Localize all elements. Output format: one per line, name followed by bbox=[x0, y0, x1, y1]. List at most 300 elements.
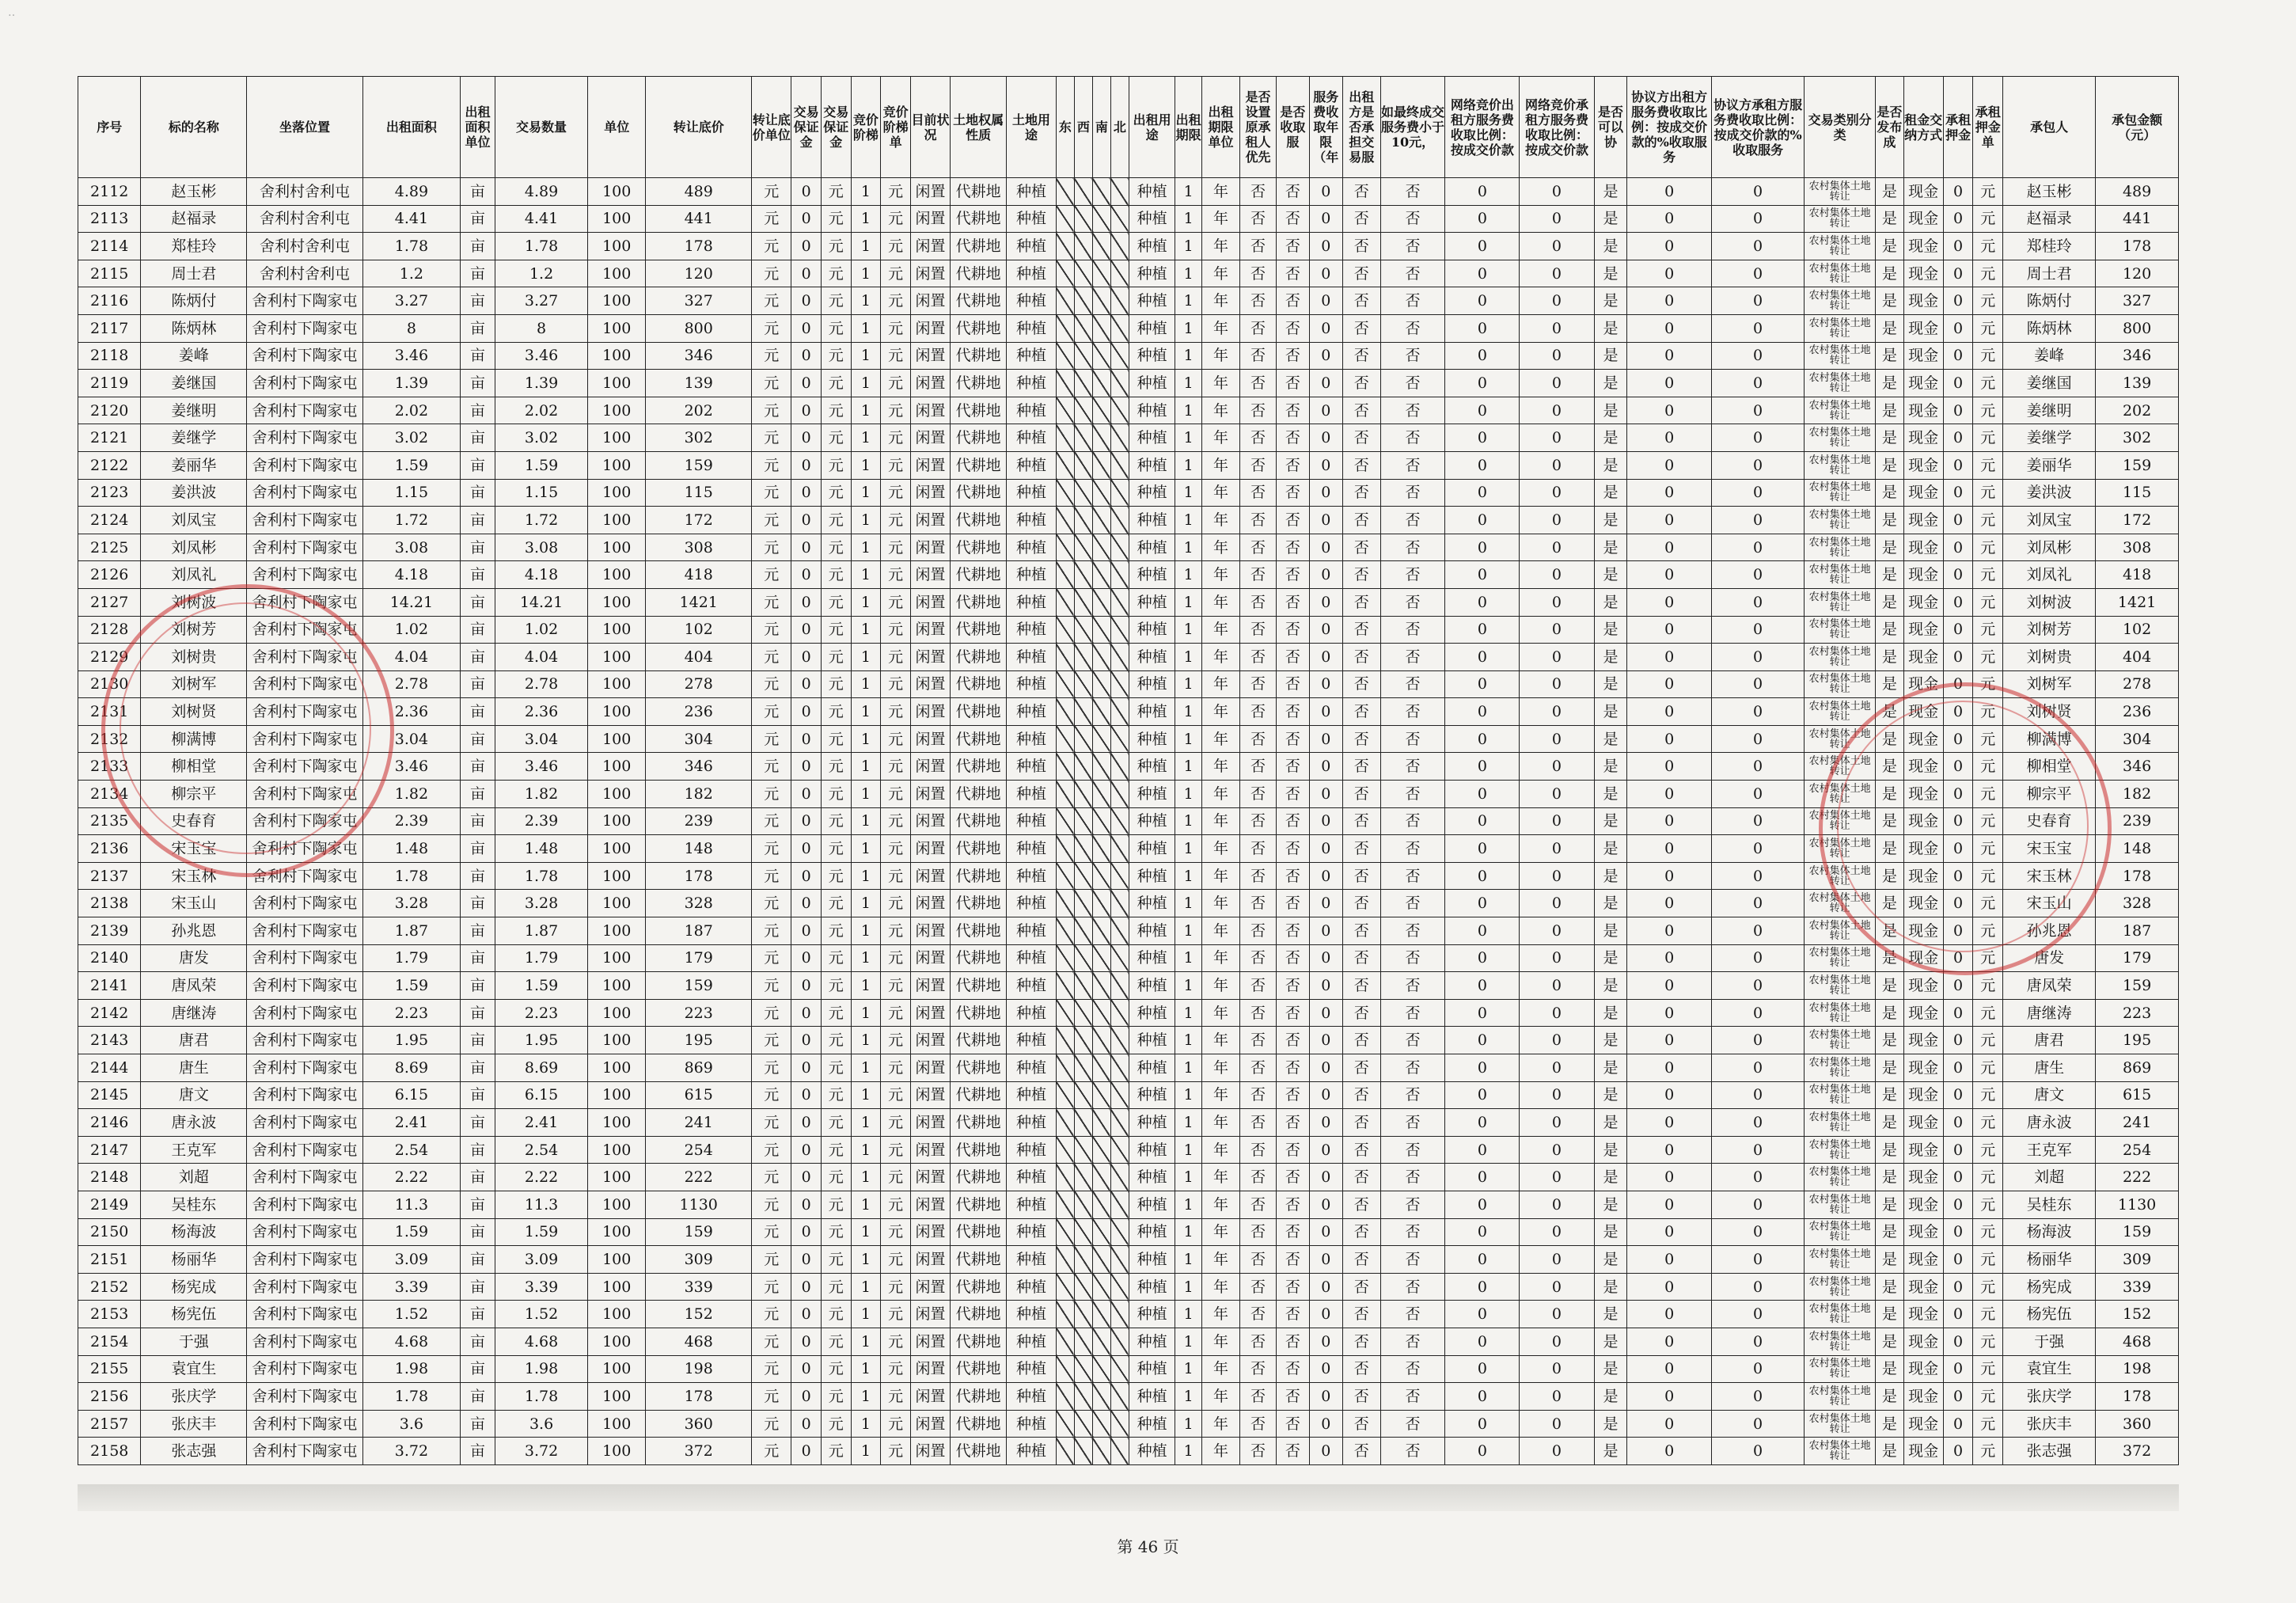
table-cell: 现金 bbox=[1903, 1438, 1943, 1465]
table-cell: 否 bbox=[1380, 616, 1445, 644]
table-cell: 元 bbox=[881, 1383, 911, 1411]
table-cell bbox=[1056, 644, 1074, 671]
table-cell: 否 bbox=[1380, 781, 1445, 808]
table-cell: 农村集体土地转让 bbox=[1805, 944, 1876, 972]
table-cell: 农村集体土地转让 bbox=[1805, 1328, 1876, 1355]
table-cell: 现金 bbox=[1903, 1191, 1943, 1218]
table-cell: 唐发 bbox=[2003, 944, 2096, 972]
table-cell: 0 bbox=[1943, 1246, 1973, 1274]
table-cell: 0 bbox=[1445, 944, 1520, 972]
table-cell: 14.21 bbox=[362, 588, 460, 616]
table-cell: 0 bbox=[1712, 451, 1805, 479]
table-row bbox=[78, 1246, 2179, 1274]
table-row bbox=[78, 1301, 2179, 1328]
table-cell: 元 bbox=[1973, 1328, 2003, 1355]
table-cell: 是 bbox=[1876, 698, 1904, 726]
table-cell: 元 bbox=[1973, 972, 2003, 1000]
table-cell: 172 bbox=[646, 507, 752, 534]
table-cell: 刘凤礼 bbox=[2003, 561, 2096, 589]
table-cell: 100 bbox=[588, 807, 646, 835]
table-cell: 周士君 bbox=[2003, 260, 2096, 287]
table-cell bbox=[1074, 534, 1092, 561]
table-cell: 否 bbox=[1342, 1027, 1380, 1054]
table-cell: 否 bbox=[1240, 534, 1277, 561]
table-cell: 0 bbox=[791, 781, 822, 808]
table-cell: 100 bbox=[588, 890, 646, 917]
table-cell: 0 bbox=[1627, 862, 1712, 890]
table-cell: 柳相堂 bbox=[2003, 753, 2096, 781]
table-cell: 否 bbox=[1380, 807, 1445, 835]
table-cell: 1 bbox=[851, 397, 881, 424]
table-cell: 种植 bbox=[1129, 1054, 1175, 1082]
table-cell: 农村集体土地转让 bbox=[1805, 807, 1876, 835]
table-cell: 0 bbox=[1309, 178, 1342, 206]
table-cell: 2.78 bbox=[495, 670, 588, 698]
table-cell: 0 bbox=[1712, 1081, 1805, 1109]
table-cell: 0 bbox=[791, 507, 822, 534]
table-cell: 亩 bbox=[461, 507, 495, 534]
table-cell: 0 bbox=[1520, 1383, 1594, 1411]
table-cell: 0 bbox=[1520, 1246, 1594, 1274]
column-header: 标的名称 bbox=[141, 77, 247, 178]
table-cell: 袁宜生 bbox=[141, 1355, 247, 1383]
table-cell: 0 bbox=[1445, 1218, 1520, 1246]
table-cell: 1.78 bbox=[495, 862, 588, 890]
table-cell: 农村集体土地转让 bbox=[1805, 644, 1876, 671]
table-cell bbox=[1110, 588, 1129, 616]
table-cell: 舍利村下陶家屯 bbox=[247, 1054, 362, 1082]
table-cell: 元 bbox=[752, 1301, 791, 1328]
table-cell: 100 bbox=[588, 1191, 646, 1218]
table-cell: 否 bbox=[1277, 1328, 1310, 1355]
table-cell bbox=[1074, 397, 1092, 424]
table-cell: 否 bbox=[1240, 287, 1277, 315]
table-cell: 0 bbox=[1712, 725, 1805, 753]
table-cell bbox=[1074, 588, 1092, 616]
table-cell: 441 bbox=[2096, 205, 2179, 233]
table-cell: 0 bbox=[791, 890, 822, 917]
table-cell bbox=[1092, 725, 1110, 753]
table-cell: 元 bbox=[821, 1355, 851, 1383]
table-cell: 1 bbox=[1175, 479, 1201, 507]
table-cell bbox=[1056, 1164, 1074, 1191]
table-cell: 杨海波 bbox=[141, 1218, 247, 1246]
table-cell: 1130 bbox=[2096, 1191, 2179, 1218]
table-cell: 2137 bbox=[78, 862, 141, 890]
table-cell: 种植 bbox=[1007, 1328, 1057, 1355]
table-cell: 0 bbox=[1445, 507, 1520, 534]
table-cell: 是 bbox=[1594, 698, 1627, 726]
column-header: 承租押金单 bbox=[1973, 77, 2003, 178]
table-cell bbox=[1110, 1273, 1129, 1301]
table-cell: 年 bbox=[1201, 588, 1239, 616]
table-row bbox=[78, 944, 2179, 972]
table-cell: 0 bbox=[1627, 1301, 1712, 1328]
table-cell: 2150 bbox=[78, 1218, 141, 1246]
table-cell: 舍利村下陶家屯 bbox=[247, 370, 362, 397]
table-cell: 现金 bbox=[1903, 1383, 1943, 1411]
table-cell: 2135 bbox=[78, 807, 141, 835]
table-cell: 是 bbox=[1876, 1054, 1904, 1082]
table-cell: 代耕地 bbox=[951, 999, 1007, 1027]
table-cell bbox=[1056, 1273, 1074, 1301]
table-cell: 100 bbox=[588, 616, 646, 644]
table-cell: 元 bbox=[881, 781, 911, 808]
table-cell: 否 bbox=[1380, 287, 1445, 315]
table-cell: 0 bbox=[1445, 287, 1520, 315]
table-cell: 亩 bbox=[461, 1246, 495, 1274]
table-cell: 否 bbox=[1342, 534, 1380, 561]
table-cell: 闲置 bbox=[910, 1054, 950, 1082]
table-cell: 否 bbox=[1240, 644, 1277, 671]
table-cell: 否 bbox=[1277, 588, 1310, 616]
page-number: 第 46 页 bbox=[1117, 1537, 1179, 1556]
table-cell: 元 bbox=[752, 1410, 791, 1438]
table-cell: 否 bbox=[1240, 1218, 1277, 1246]
column-header: 出租面积单位 bbox=[461, 77, 495, 178]
table-cell: 舍利村下陶家屯 bbox=[247, 424, 362, 452]
table-cell: 1 bbox=[851, 534, 881, 561]
table-cell bbox=[1110, 233, 1129, 260]
table-cell: 2141 bbox=[78, 972, 141, 1000]
table-cell: 唐永波 bbox=[141, 1109, 247, 1137]
table-cell: 元 bbox=[1973, 507, 2003, 534]
table-cell: 现金 bbox=[1903, 534, 1943, 561]
table-cell: 1 bbox=[851, 862, 881, 890]
table-cell: 0 bbox=[791, 862, 822, 890]
table-cell: 0 bbox=[791, 424, 822, 452]
table-cell: 种植 bbox=[1129, 397, 1175, 424]
column-header: 承包人 bbox=[2003, 77, 2096, 178]
table-cell: 舍利村舍利屯 bbox=[247, 205, 362, 233]
table-cell bbox=[1110, 972, 1129, 1000]
table-cell: 100 bbox=[588, 287, 646, 315]
table-cell: 0 bbox=[1627, 1410, 1712, 1438]
column-header: 竞价阶梯 bbox=[851, 77, 881, 178]
table-cell: 0 bbox=[1943, 1383, 1973, 1411]
table-cell: 0 bbox=[1712, 890, 1805, 917]
table-cell: 种植 bbox=[1129, 260, 1175, 287]
table-cell: 种植 bbox=[1007, 1383, 1057, 1411]
table-cell bbox=[1092, 1136, 1110, 1164]
table-cell: 唐君 bbox=[141, 1027, 247, 1054]
table-cell: 0 bbox=[1445, 1328, 1520, 1355]
table-cell bbox=[1110, 314, 1129, 342]
table-cell: 种植 bbox=[1129, 1438, 1175, 1465]
table-cell bbox=[1092, 1027, 1110, 1054]
table-cell: 闲置 bbox=[910, 698, 950, 726]
table-cell: 代耕地 bbox=[951, 1328, 1007, 1355]
column-header: 出租方是否承担交易服 bbox=[1342, 77, 1380, 178]
table-cell: 元 bbox=[821, 561, 851, 589]
table-cell: 2128 bbox=[78, 616, 141, 644]
table-cell: 舍利村下陶家屯 bbox=[247, 644, 362, 671]
table-cell: 0 bbox=[1943, 260, 1973, 287]
table-cell: 年 bbox=[1201, 1109, 1239, 1137]
table-cell: 0 bbox=[1520, 479, 1594, 507]
table-cell: 种植 bbox=[1007, 1438, 1057, 1465]
table-cell: 亩 bbox=[461, 862, 495, 890]
table-cell: 1 bbox=[1175, 890, 1201, 917]
table-cell: 种植 bbox=[1007, 1164, 1057, 1191]
table-cell bbox=[1110, 862, 1129, 890]
column-header: 北 bbox=[1110, 77, 1129, 178]
table-cell: 农村集体土地转让 bbox=[1805, 507, 1876, 534]
table-cell: 闲置 bbox=[910, 424, 950, 452]
column-header: 交易数量 bbox=[495, 77, 588, 178]
table-cell: 种植 bbox=[1007, 451, 1057, 479]
table-cell: 农村集体土地转让 bbox=[1805, 1109, 1876, 1137]
table-cell: 元 bbox=[752, 451, 791, 479]
table-cell: 否 bbox=[1277, 1410, 1310, 1438]
table-cell: 0 bbox=[1627, 753, 1712, 781]
table-cell: 0 bbox=[1309, 1438, 1342, 1465]
table-cell: 姜丽华 bbox=[141, 451, 247, 479]
table-cell: 现金 bbox=[1903, 507, 1943, 534]
table-cell: 0 bbox=[1309, 1136, 1342, 1164]
table-cell: 元 bbox=[881, 1438, 911, 1465]
table-cell: 元 bbox=[821, 451, 851, 479]
table-cell: 姜继明 bbox=[2003, 397, 2096, 424]
table-cell: 1 bbox=[851, 178, 881, 206]
table-cell: 159 bbox=[646, 972, 752, 1000]
table-cell bbox=[1110, 1218, 1129, 1246]
table-cell: 是 bbox=[1876, 890, 1904, 917]
table-cell: 是 bbox=[1876, 342, 1904, 370]
table-cell: 是 bbox=[1876, 1410, 1904, 1438]
table-cell: 115 bbox=[646, 479, 752, 507]
table-cell: 现金 bbox=[1903, 233, 1943, 260]
table-cell: 亩 bbox=[461, 1273, 495, 1301]
table-cell: 元 bbox=[1973, 670, 2003, 698]
table-cell: 0 bbox=[791, 1164, 822, 1191]
table-cell: 2.23 bbox=[495, 999, 588, 1027]
table-cell bbox=[1056, 1218, 1074, 1246]
table-cell: 陈炳林 bbox=[141, 314, 247, 342]
table-cell: 2.78 bbox=[362, 670, 460, 698]
table-cell: 1.59 bbox=[362, 1218, 460, 1246]
table-cell: 0 bbox=[1309, 725, 1342, 753]
table-cell: 舍利村下陶家屯 bbox=[247, 917, 362, 945]
table-cell: 否 bbox=[1277, 781, 1310, 808]
table-cell: 否 bbox=[1277, 1164, 1310, 1191]
table-cell: 0 bbox=[791, 807, 822, 835]
table-cell: 0 bbox=[791, 835, 822, 863]
table-cell: 元 bbox=[881, 1218, 911, 1246]
table-cell: 236 bbox=[646, 698, 752, 726]
table-cell: 元 bbox=[821, 479, 851, 507]
column-header: 目前状况 bbox=[910, 77, 950, 178]
table-cell: 0 bbox=[1712, 1273, 1805, 1301]
table-cell: 0 bbox=[1309, 972, 1342, 1000]
table-cell: 闲置 bbox=[910, 588, 950, 616]
table-cell: 否 bbox=[1277, 616, 1310, 644]
table-cell: 元 bbox=[821, 1383, 851, 1411]
table-cell: 0 bbox=[1520, 370, 1594, 397]
table-cell: 0 bbox=[1520, 233, 1594, 260]
table-cell bbox=[1110, 397, 1129, 424]
table-cell: 农村集体土地转让 bbox=[1805, 260, 1876, 287]
table-cell: 0 bbox=[1943, 314, 1973, 342]
table-cell: 代耕地 bbox=[951, 753, 1007, 781]
table-cell: 元 bbox=[752, 178, 791, 206]
table-cell: 否 bbox=[1240, 1027, 1277, 1054]
table-cell bbox=[1110, 260, 1129, 287]
table-cell: 闲置 bbox=[910, 451, 950, 479]
table-cell: 308 bbox=[646, 534, 752, 561]
table-cell: 闲置 bbox=[910, 342, 950, 370]
table-cell: 否 bbox=[1342, 670, 1380, 698]
table-cell: 是 bbox=[1594, 917, 1627, 945]
table-cell: 3.46 bbox=[362, 753, 460, 781]
table-cell: 否 bbox=[1277, 451, 1310, 479]
table-cell: 否 bbox=[1240, 178, 1277, 206]
table-cell: 0 bbox=[791, 588, 822, 616]
table-cell: 刘树军 bbox=[141, 670, 247, 698]
table-cell: 0 bbox=[1712, 781, 1805, 808]
table-cell: 2.02 bbox=[495, 397, 588, 424]
table-cell: 100 bbox=[588, 260, 646, 287]
table-cell: 0 bbox=[1943, 781, 1973, 808]
table-cell: 刘凤彬 bbox=[141, 534, 247, 561]
table-cell: 舍利村下陶家屯 bbox=[247, 1136, 362, 1164]
table-cell: 2.02 bbox=[362, 397, 460, 424]
table-cell: 0 bbox=[1712, 424, 1805, 452]
table-cell: 254 bbox=[646, 1136, 752, 1164]
table-cell: 100 bbox=[588, 1328, 646, 1355]
table-cell: 0 bbox=[1712, 835, 1805, 863]
table-cell bbox=[1092, 233, 1110, 260]
table-cell: 现金 bbox=[1903, 644, 1943, 671]
table-cell: 0 bbox=[791, 917, 822, 945]
table-cell: 3.09 bbox=[495, 1246, 588, 1274]
table-cell: 否 bbox=[1277, 835, 1310, 863]
table-cell: 0 bbox=[1520, 1410, 1594, 1438]
table-cell: 元 bbox=[821, 370, 851, 397]
table-cell: 0 bbox=[1627, 725, 1712, 753]
table-cell: 种植 bbox=[1129, 725, 1175, 753]
table-cell: 0 bbox=[1627, 1191, 1712, 1218]
table-cell: 代耕地 bbox=[951, 1027, 1007, 1054]
table-cell: 1 bbox=[851, 835, 881, 863]
table-row bbox=[78, 698, 2179, 726]
table-cell bbox=[1092, 616, 1110, 644]
table-cell: 代耕地 bbox=[951, 1136, 1007, 1164]
table-cell: 0 bbox=[1712, 233, 1805, 260]
table-cell: 304 bbox=[2096, 725, 2179, 753]
table-cell: 闲置 bbox=[910, 1438, 950, 1465]
table-cell: 0 bbox=[1520, 561, 1594, 589]
table-cell bbox=[1074, 1054, 1092, 1082]
table-cell bbox=[1092, 424, 1110, 452]
table-cell: 0 bbox=[1309, 1355, 1342, 1383]
table-cell: 否 bbox=[1277, 507, 1310, 534]
table-cell: 178 bbox=[646, 1383, 752, 1411]
table-cell: 农村集体土地转让 bbox=[1805, 999, 1876, 1027]
table-cell bbox=[1092, 972, 1110, 1000]
table-cell: 否 bbox=[1240, 397, 1277, 424]
table-cell: 是 bbox=[1594, 725, 1627, 753]
table-cell: 现金 bbox=[1903, 1164, 1943, 1191]
table-cell: 代耕地 bbox=[951, 1383, 1007, 1411]
table-row bbox=[78, 1273, 2179, 1301]
table-cell: 100 bbox=[588, 1136, 646, 1164]
table-cell: 闲置 bbox=[910, 972, 950, 1000]
column-header: 交易保证金 bbox=[791, 77, 822, 178]
table-cell: 元 bbox=[881, 917, 911, 945]
table-cell bbox=[1056, 1355, 1074, 1383]
table-cell: 11.3 bbox=[495, 1191, 588, 1218]
table-cell bbox=[1110, 890, 1129, 917]
table-row bbox=[78, 479, 2179, 507]
table-cell: 是 bbox=[1876, 1164, 1904, 1191]
table-cell: 闲置 bbox=[910, 1328, 950, 1355]
table-cell: 100 bbox=[588, 205, 646, 233]
table-cell: 亩 bbox=[461, 999, 495, 1027]
table-cell: 元 bbox=[821, 753, 851, 781]
table-cell: 1 bbox=[851, 479, 881, 507]
table-cell: 种植 bbox=[1007, 1246, 1057, 1274]
table-cell: 元 bbox=[881, 1355, 911, 1383]
table-cell: 元 bbox=[881, 342, 911, 370]
table-cell: 3.46 bbox=[362, 342, 460, 370]
table-cell: 0 bbox=[1309, 397, 1342, 424]
table-cell: 年 bbox=[1201, 644, 1239, 671]
table-cell bbox=[1110, 999, 1129, 1027]
table-cell: 否 bbox=[1240, 1246, 1277, 1274]
table-cell: 1 bbox=[1175, 314, 1201, 342]
table-cell: 0 bbox=[1627, 561, 1712, 589]
table-cell: 222 bbox=[646, 1164, 752, 1191]
table-cell: 种植 bbox=[1129, 233, 1175, 260]
scan-shadow bbox=[78, 1484, 2179, 1511]
table-cell: 否 bbox=[1240, 260, 1277, 287]
table-cell: 元 bbox=[1973, 1355, 2003, 1383]
table-row bbox=[78, 1438, 2179, 1465]
table-cell: 869 bbox=[646, 1054, 752, 1082]
table-cell: 800 bbox=[646, 314, 752, 342]
table-cell: 元 bbox=[821, 205, 851, 233]
table-cell: 闲置 bbox=[910, 397, 950, 424]
table-cell: 舍利村下陶家屯 bbox=[247, 1273, 362, 1301]
table-cell: 元 bbox=[1973, 999, 2003, 1027]
table-cell: 舍利村下陶家屯 bbox=[247, 972, 362, 1000]
table-cell: 0 bbox=[1943, 1410, 1973, 1438]
table-cell: 1.78 bbox=[362, 862, 460, 890]
table-cell: 0 bbox=[1943, 287, 1973, 315]
table-cell: 元 bbox=[821, 644, 851, 671]
table-cell: 102 bbox=[646, 616, 752, 644]
table-cell: 否 bbox=[1240, 753, 1277, 781]
table-cell: 元 bbox=[752, 479, 791, 507]
table-cell: 0 bbox=[1520, 314, 1594, 342]
table-cell: 0 bbox=[1943, 588, 1973, 616]
table-cell: 舍利村下陶家屯 bbox=[247, 835, 362, 863]
column-header: 出租期限 bbox=[1175, 77, 1201, 178]
table-cell bbox=[1110, 1054, 1129, 1082]
table-cell: 闲置 bbox=[910, 287, 950, 315]
table-cell: 农村集体土地转让 bbox=[1805, 1410, 1876, 1438]
table-cell: 2130 bbox=[78, 670, 141, 698]
table-cell bbox=[1056, 1027, 1074, 1054]
table-cell: 唐继涛 bbox=[141, 999, 247, 1027]
table-cell: 农村集体土地转让 bbox=[1805, 287, 1876, 315]
table-cell: 0 bbox=[1445, 835, 1520, 863]
table-cell bbox=[1110, 1438, 1129, 1465]
table-cell bbox=[1110, 479, 1129, 507]
table-cell: 年 bbox=[1201, 1273, 1239, 1301]
table-row bbox=[78, 616, 2179, 644]
